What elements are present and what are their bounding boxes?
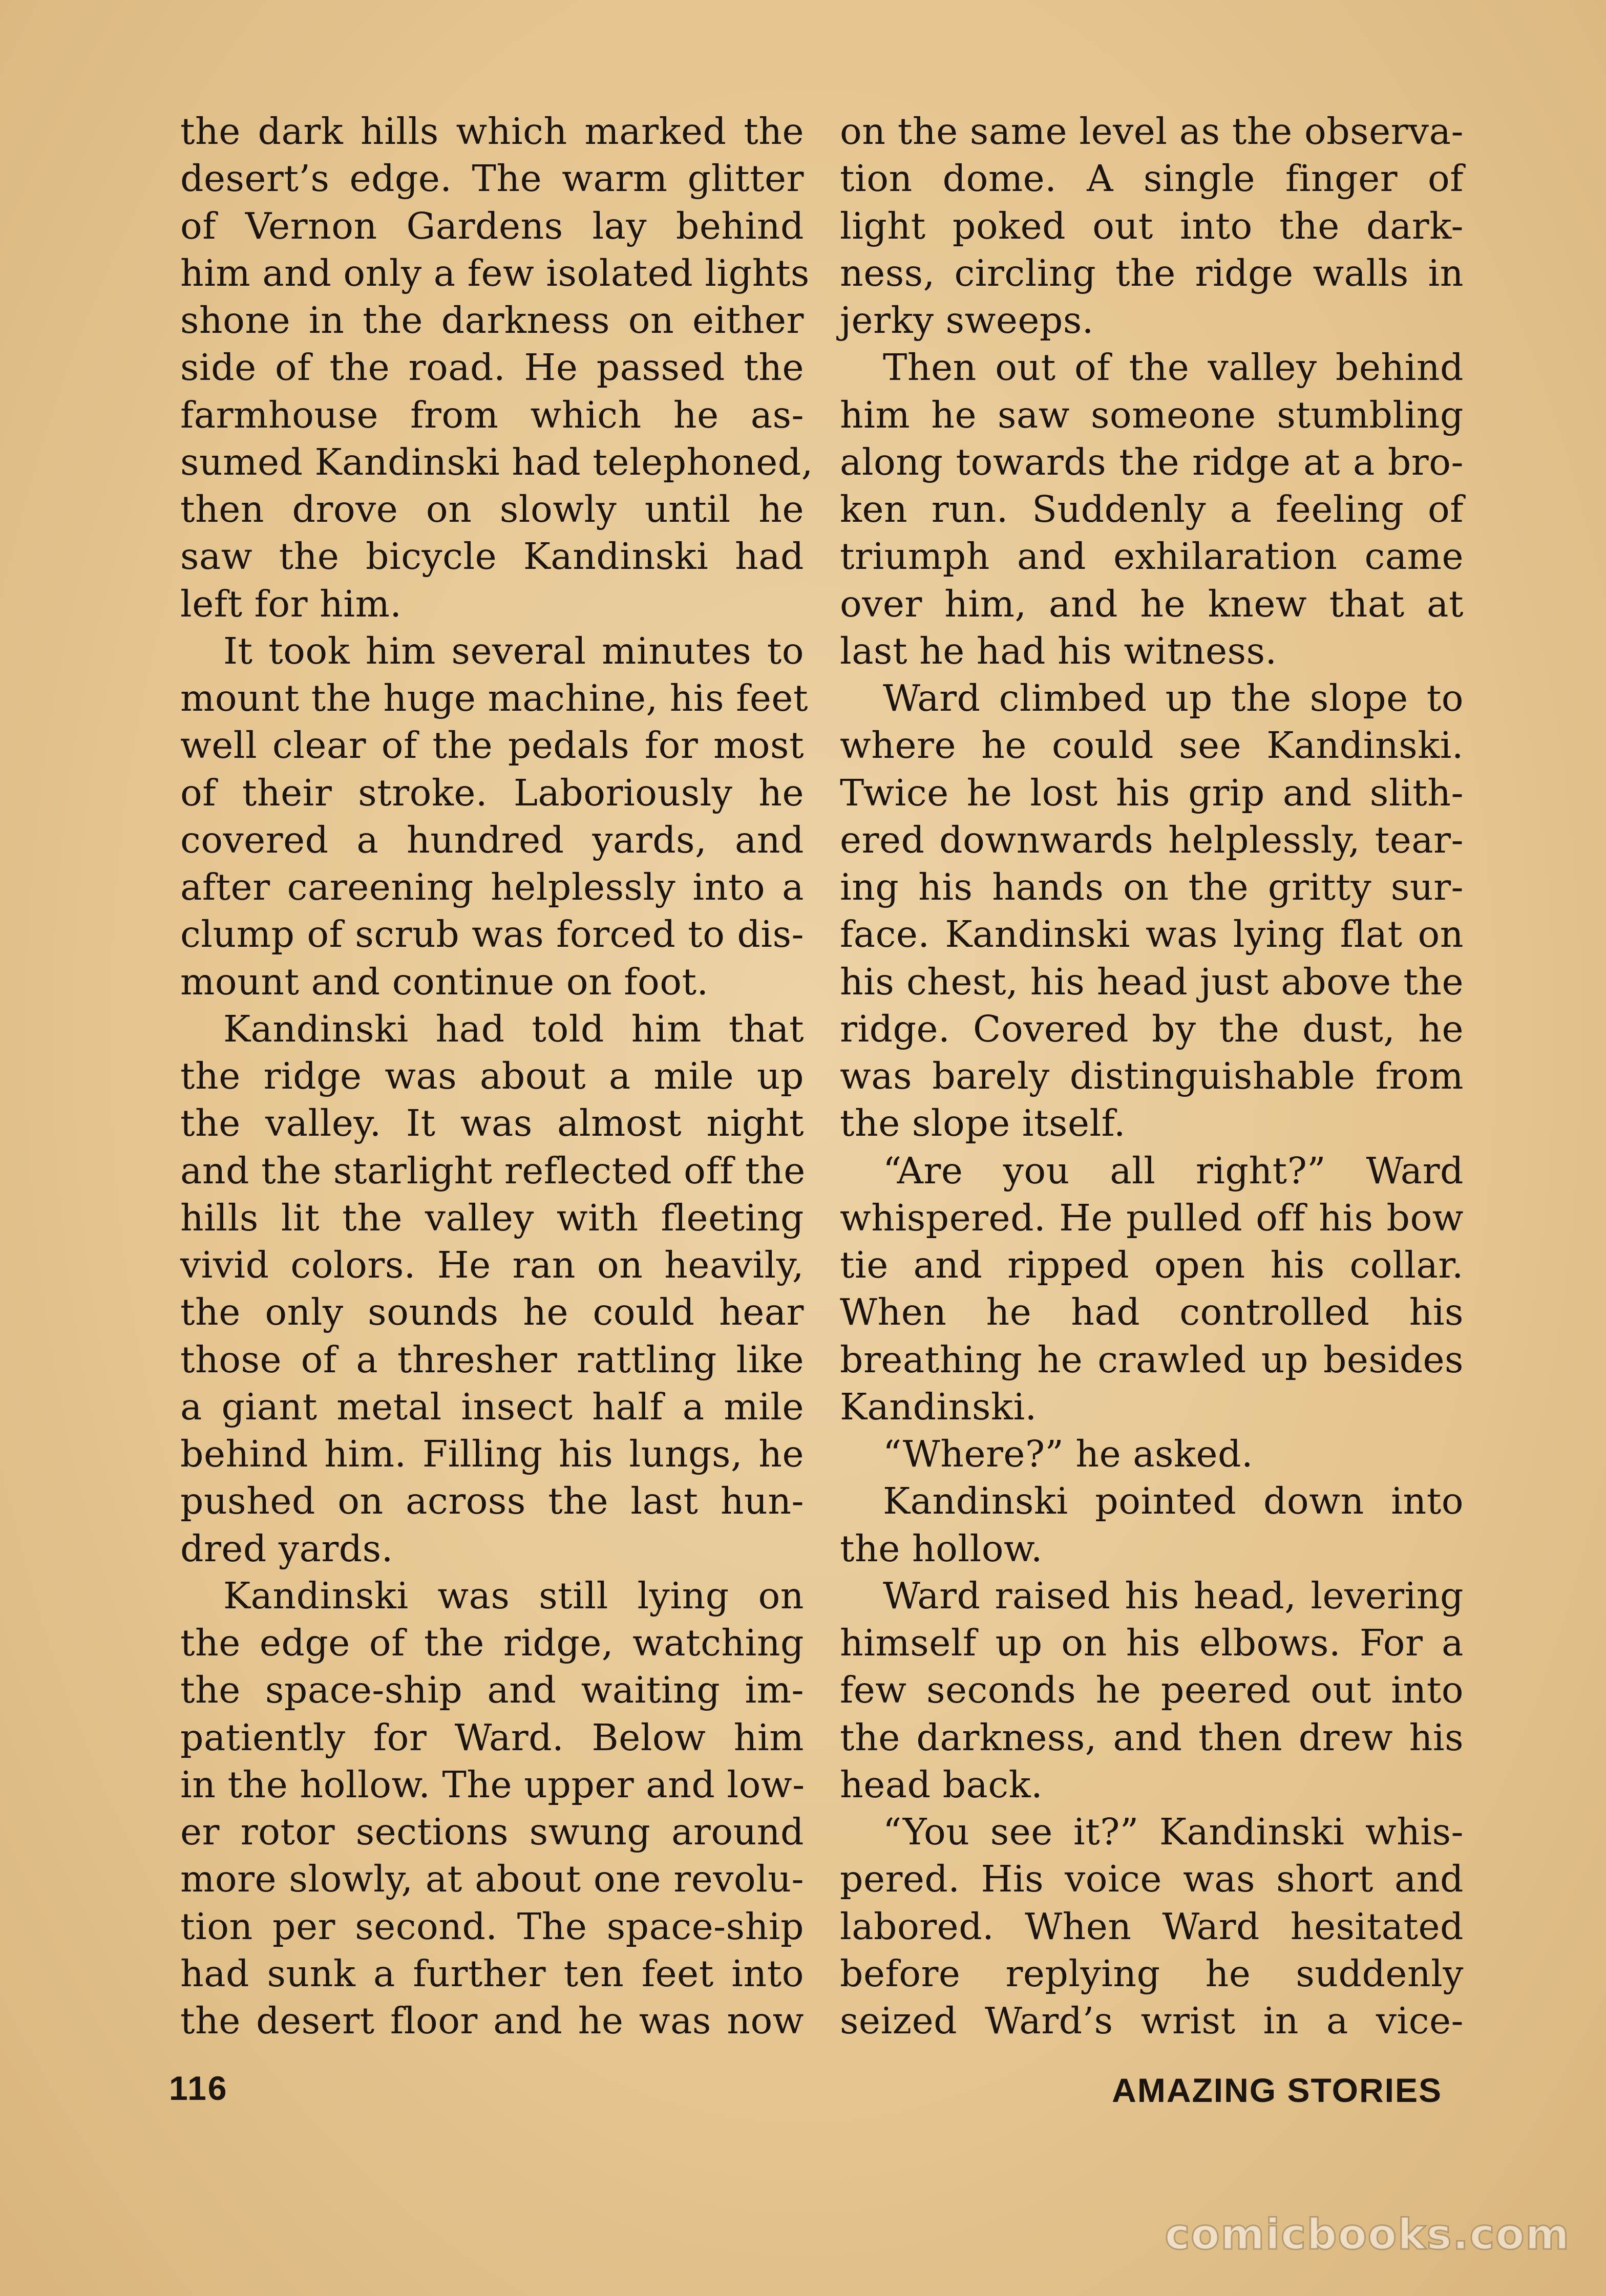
text-line: well clear of the pedals for most [180, 724, 804, 767]
text-line: behind him. Filling his lungs, he [180, 1433, 804, 1475]
text-line: ing his hands on the gritty sur- [840, 866, 1464, 908]
text-line: Then out of the valley behind [883, 346, 1464, 389]
text-line: “Where?” he asked. [883, 1433, 1254, 1475]
text-line: mount the huge machine, his feet [180, 677, 808, 719]
text-line: triumph and exhilaration came [840, 535, 1464, 578]
text-line: tion per second. The space-ship [180, 1905, 804, 1948]
text-line: those of a thresher rattling like [180, 1338, 804, 1381]
text-line: side of the road. He passed the [180, 346, 804, 389]
text-line: desert’s edge. The warm glitter [180, 157, 804, 200]
text-line: of their stroke. Laboriously he [180, 771, 804, 814]
text-line: the valley. It was almost night [180, 1102, 804, 1145]
text-line: dred yards. [180, 1527, 393, 1570]
text-line: Kandinski. [840, 1385, 1037, 1428]
text-line: and the starlight reflected off the [180, 1149, 806, 1192]
text-line: the only sounds he could hear [180, 1291, 804, 1334]
text-line: “You see it?” Kandinski whis- [883, 1811, 1464, 1853]
text-line: shone in the darkness on either [180, 299, 804, 342]
text-line: himself up on his elbows. For a [840, 1622, 1464, 1664]
text-line: the desert floor and he was now [180, 2000, 804, 2042]
text-line: after careening helplessly into a [180, 866, 804, 908]
text-line: pushed on across the last hun- [180, 1480, 804, 1523]
text-line: the slope itself. [840, 1102, 1126, 1145]
text-line: “Are you all right?” Ward [883, 1149, 1464, 1192]
running-footer-title: AMAZING STORIES [1112, 2071, 1442, 2109]
text-line: covered a hundred yards, and [180, 818, 804, 861]
text-line: ered downwards helplessly, tear- [840, 818, 1464, 861]
text-line: farmhouse from which he as- [180, 393, 804, 436]
text-line: jerky sweeps. [840, 299, 1094, 342]
text-line: hills lit the valley with fleeting [180, 1196, 804, 1239]
text-line: before replying he suddenly [840, 1952, 1464, 1995]
text-line: his chest, his head just above the [840, 960, 1464, 1003]
text-line: of Vernon Gardens lay behind [180, 204, 804, 247]
text-line: saw the bicycle Kandinski had [180, 535, 804, 578]
text-line: more slowly, at about one revolu- [180, 1858, 804, 1901]
text-line: the space-ship and waiting im- [180, 1669, 804, 1712]
text-line: where he could see Kandinski. [840, 724, 1464, 767]
text-line: was barely distinguishable from [840, 1055, 1464, 1097]
text-line: along towards the ridge at a bro- [840, 440, 1464, 483]
text-line: the ridge was about a mile up [180, 1055, 804, 1097]
text-line: over him, and he knew that at [840, 582, 1464, 625]
text-line: sumed Kandinski had telephoned, [180, 440, 813, 483]
text-line: Kandinski pointed down into [883, 1480, 1464, 1523]
text-line: patiently for Ward. Below him [180, 1716, 804, 1759]
text-line: ken run. Suddenly a feeling of [840, 488, 1464, 530]
text-line: whispered. He pulled off his bow [840, 1196, 1464, 1239]
text-line: the hollow. [840, 1527, 1043, 1570]
text-line: then drove on slowly until he [180, 488, 804, 530]
text-line: clump of scrub was forced to dis- [180, 913, 804, 956]
text-line: er rotor sections swung around [180, 1811, 804, 1853]
text-line: him and only a few isolated lights [180, 251, 810, 294]
text-line: tion dome. A single finger of [840, 157, 1464, 200]
text-line: had sunk a further ten feet into [180, 1952, 804, 1995]
text-line: seized Ward’s wrist in a vice- [840, 2000, 1464, 2042]
text-line: Ward climbed up the slope to [883, 677, 1464, 719]
text-line: left for him. [180, 582, 402, 625]
left-text-column [180, 109, 813, 2044]
text-line: face. Kandinski was lying flat on [840, 913, 1464, 956]
text-line: light poked out into the dark- [840, 204, 1464, 247]
text-line: vivid colors. He ran on heavily, [180, 1244, 804, 1286]
text-line: Kandinski had told him that [223, 1007, 804, 1050]
text-line: ness, circling the ridge walls in [840, 251, 1464, 294]
watermark: comicbooks.com [1165, 2210, 1570, 2259]
page-number: 116 [169, 2069, 228, 2107]
text-line: a giant metal insect half a mile [180, 1385, 804, 1428]
text-line: in the hollow. The upper and low- [180, 1763, 805, 1806]
text-line: pered. His voice was short and [840, 1858, 1464, 1901]
text-line: mount and continue on foot. [180, 960, 709, 1003]
text-line: It took him several minutes to [223, 629, 804, 672]
text-line: the edge of the ridge, watching [180, 1622, 804, 1664]
text-line: breathing he crawled up besides [840, 1338, 1464, 1381]
text-line: the dark hills which marked the [180, 110, 804, 153]
text-line: Ward raised his head, levering [883, 1574, 1464, 1617]
text-line: When he had controlled his [840, 1291, 1464, 1334]
right-text-column [840, 109, 1464, 2044]
text-line: Twice he lost his grip and slith- [840, 771, 1464, 814]
text-line: tie and ripped open his collar. [840, 1244, 1464, 1286]
text-line: labored. When Ward hesitated [840, 1905, 1464, 1948]
text-line: few seconds he peered out into [840, 1669, 1464, 1712]
text-line: head back. [840, 1763, 1043, 1806]
text-line: ridge. Covered by the dust, he [840, 1007, 1464, 1050]
text-line: on the same level as the observa- [840, 110, 1464, 153]
text-line: him he saw someone stumbling [840, 393, 1464, 436]
text-line: last he had his witness. [840, 629, 1277, 672]
text-line: Kandinski was still lying on [223, 1574, 804, 1617]
text-line: the darkness, and then drew his [840, 1716, 1464, 1759]
